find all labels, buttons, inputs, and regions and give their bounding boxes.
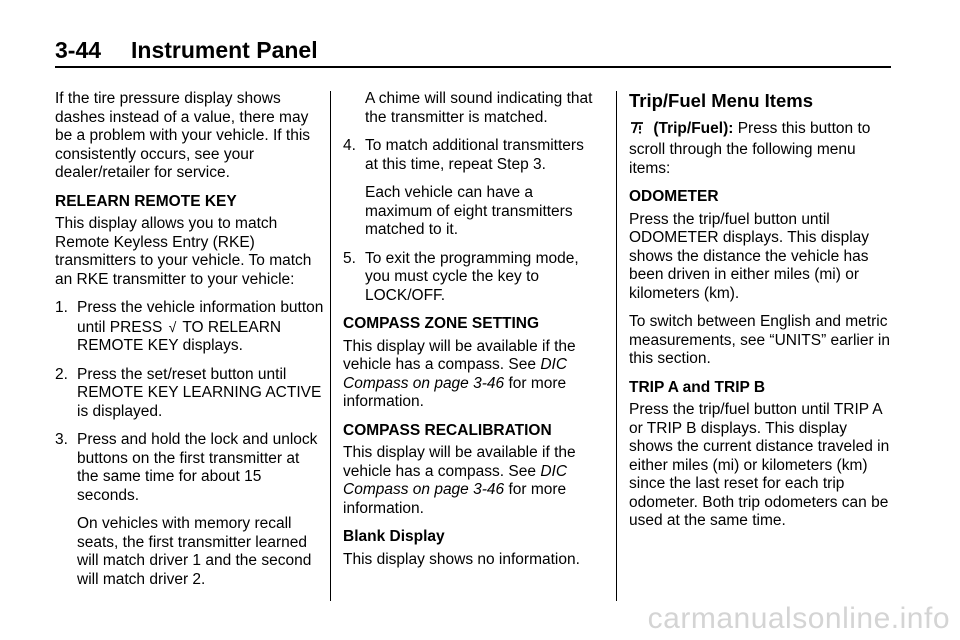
odometer-paragraph: Press the trip/fuel button until ODOMETER displays. This display shows the distance the vehicle has been driven in either miles (mi) or kilometers (km). xyxy=(629,210,870,302)
column-middle xyxy=(343,90,601,579)
trip-fuel-icon xyxy=(629,120,645,142)
step-number: 1. xyxy=(55,299,68,316)
column-divider xyxy=(616,91,617,601)
column-right xyxy=(629,90,894,541)
watermark: carmanualsonline.info xyxy=(647,602,950,635)
compass-recal-tail: for more information. xyxy=(343,481,567,517)
odometer-heading: ODOMETER xyxy=(629,188,719,205)
relearn-paragraph: This display allows you to match Remote Keyless Entry (RKE) transmitters to your vehicle. To match an RKE transmitter to your vehicle: xyxy=(55,215,312,288)
compass-zone-paragraph xyxy=(343,338,601,412)
step-3 xyxy=(55,431,325,505)
step-text: Press and hold the lock and unlock buttons on the first transmitter at the same time for about 15 seconds. xyxy=(77,431,318,504)
compass-recal-text: This display will be available if the vehicle has a compass. See xyxy=(343,444,576,480)
compass-recal-heading: COMPASS RECALIBRATION xyxy=(343,421,552,439)
page-header xyxy=(55,36,891,68)
step-4-note: Each vehicle can have a maximum of eight transmitters matched to it. xyxy=(365,184,573,238)
compass-recal-paragraph xyxy=(343,444,601,518)
trip-fuel-text: Press this button to scroll through the following menu items: xyxy=(629,119,871,177)
section-title: Trip/Fuel Menu Items xyxy=(629,90,813,111)
blank-display-paragraph: This display shows no information. xyxy=(343,550,580,568)
step-number: 5. xyxy=(343,249,356,267)
step-text: TO RELEARN REMOTE KEY displays. xyxy=(77,318,282,354)
step-number: 3. xyxy=(55,431,68,448)
page-title: Instrument Panel xyxy=(131,37,318,63)
step-4 xyxy=(343,137,601,174)
checkmark-icon: √ xyxy=(168,318,177,335)
step-text: To exit the programming mode, you must cycle the key to LOCK/OFF. xyxy=(365,249,579,304)
units-paragraph: To switch between English and metric measurements, see “UNITS” earlier in this section. xyxy=(629,313,890,367)
compass-zone-text: This display will be available if the vehicle has a compass. See xyxy=(343,337,576,373)
step-3-note: On vehicles with memory recall seats, the first transmitter learned will match driver 1 and the second will match driver 2. xyxy=(77,515,312,588)
step-1 xyxy=(55,299,325,356)
trip-ab-paragraph: Press the trip/fuel button until TRIP A or TRIP B displays. This display shows the current distance traveled in either miles (mi) or kilometers (km) since the last reset for each trip odometer. Both trip odometers can be used at the same time. xyxy=(629,401,890,529)
step-text: Press the vehicle information button until PRESS xyxy=(77,299,324,336)
compass-zone-heading: COMPASS ZONE SETTING xyxy=(343,315,540,332)
step-text: To match additional transmitters at this time, repeat Step 3. xyxy=(365,137,584,173)
step-2 xyxy=(55,366,325,422)
step-number: 4. xyxy=(343,137,356,154)
trip-fuel-label: (Trip/Fuel): xyxy=(653,119,734,137)
compass-zone-tail: for more information. xyxy=(343,374,567,410)
dic-compass-link[interactable]: DIC Compass on page 3-46 xyxy=(343,462,568,498)
relearn-heading: RELEARN REMOTE KEY xyxy=(55,192,237,210)
column-divider xyxy=(330,91,331,601)
trip-fuel-paragraph xyxy=(629,120,894,179)
step-number: 2. xyxy=(55,365,68,383)
dic-compass-link[interactable]: DIC Compass on page 3-46 xyxy=(343,356,568,392)
chime-note: A chime will sound indicating that the transmitter is matched. xyxy=(365,90,593,126)
blank-display-heading: Blank Display xyxy=(343,528,445,545)
trip-ab-heading: TRIP A and TRIP B xyxy=(629,378,766,396)
step-text: Press the set/reset button until REMOTE KEY LEARNING ACTIVE is displayed. xyxy=(77,365,322,420)
page-number: 3-44 xyxy=(55,37,102,63)
column-left xyxy=(55,90,325,599)
intro-paragraph: If the tire pressure display shows dashes instead of a value, there may be a problem with your vehicle. If this consistently occurs, see your dealer/retailer for service. xyxy=(55,90,311,181)
step-5 xyxy=(343,250,601,306)
